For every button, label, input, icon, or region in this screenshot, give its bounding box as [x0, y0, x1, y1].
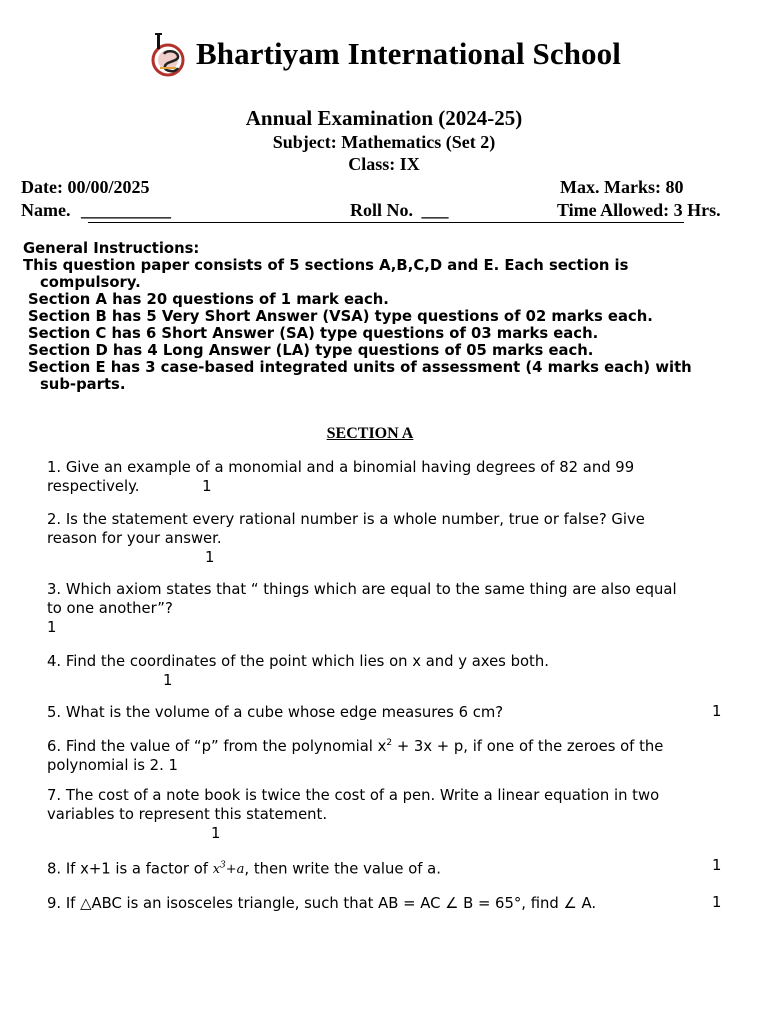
- question-9-mark: 1: [712, 894, 722, 911]
- name-label: Name.: [21, 200, 71, 220]
- roll-blank: ___: [421, 200, 449, 220]
- math-variable: x: [212, 862, 221, 878]
- section-a-title: SECTION A: [326, 425, 414, 442]
- question-7: [47, 786, 727, 843]
- question-text: 7. The cost of a note book is twice the cost of a pen. Write a linear equation in two: [47, 787, 660, 804]
- question-5: [47, 703, 727, 722]
- exponent: 2: [386, 738, 393, 748]
- exam-title: Annual Examination (2024-25): [245, 106, 523, 130]
- math-expression: [213, 862, 245, 877]
- instruction-line: Section B has 5 Very Short Answer (VSA) type questions of 02 marks each.: [28, 308, 653, 325]
- question-text: to one another”?: [47, 600, 173, 617]
- math-term: +a: [225, 862, 245, 878]
- instruction-line: Section C has 6 Short Answer (SA) type questions of 03 marks each.: [28, 325, 599, 342]
- question-9: [47, 894, 727, 913]
- question-5-mark: 1: [712, 703, 722, 720]
- school-logo: [150, 30, 186, 78]
- exam-date: Date: 00/00/2025: [21, 177, 150, 197]
- question-text: variables to represent this statement.: [47, 806, 328, 823]
- question-text: 6. Find the value of “p” from the polynomial x: [47, 737, 387, 755]
- school-name: Bhartiyam International School: [196, 36, 621, 71]
- question-text: polynomial is 2.: [47, 756, 164, 774]
- question-text: , then write the value of a.: [244, 860, 441, 878]
- question-4: [47, 652, 727, 690]
- question-8-mark: 1: [712, 857, 722, 874]
- question-text: 5. What is the volume of a cube whose edge measures 6 cm?: [47, 704, 504, 721]
- instruction-line: compulsory.: [40, 274, 141, 291]
- question-text: respectively.: [47, 478, 140, 495]
- question-mark: 1: [168, 756, 178, 774]
- question-6: [47, 734, 727, 775]
- exam-subject: Subject: Mathematics (Set 2): [272, 132, 496, 152]
- instruction-line: This question paper consists of 5 sections A,B,C,D and E. Each section is: [23, 257, 629, 274]
- instruction-line: sub-parts.: [40, 376, 126, 393]
- question-mark: 1: [205, 549, 215, 566]
- header-divider: [88, 222, 684, 223]
- question-mark: 1: [211, 825, 221, 842]
- question-text: + 3x + p, if one of the zeroes of the: [392, 737, 664, 755]
- name-field: [21, 200, 171, 221]
- exam-class: Class: IX: [348, 154, 420, 174]
- instructions-heading: General Instructions:: [23, 240, 200, 257]
- question-text: 3. Which axiom states that “ things which are equal to the same thing are also equal: [47, 581, 677, 598]
- question-text: reason for your answer.: [47, 530, 222, 547]
- question-mark: 1: [163, 672, 173, 689]
- general-instructions: [23, 240, 723, 393]
- max-marks: Max. Marks: 80: [560, 177, 684, 197]
- question-text: 4. Find the coordinates of the point which lies on x and y axes both.: [47, 653, 549, 670]
- roll-label: Roll No.: [350, 200, 413, 220]
- question-mark: 1: [202, 478, 212, 495]
- instruction-line: Section D has 4 Long Answer (LA) type questions of 05 marks each.: [28, 342, 594, 359]
- time-allowed: Time Allowed: 3 Hrs.: [557, 200, 721, 220]
- instruction-line: Section E has 3 case-based integrated units of assessment (4 marks each) with: [28, 359, 692, 376]
- question-8: [47, 857, 727, 879]
- name-blank: __________: [80, 200, 171, 220]
- roll-field: [350, 200, 449, 221]
- instruction-line: Section A has 20 questions of 1 mark each.: [28, 291, 389, 308]
- question-1: [47, 458, 727, 496]
- question-3: [47, 580, 727, 637]
- question-2: [47, 510, 727, 567]
- question-text: 1. Give an example of a monomial and a binomial having degrees of 82 and 99: [47, 459, 635, 476]
- page-header: [150, 30, 621, 78]
- question-text: 2. Is the statement every rational number is a whole number, true or false? Give: [47, 511, 645, 528]
- question-text: 8. If x+1 is a factor of: [47, 860, 213, 878]
- question-text: 9. If △ABC is an isosceles triangle, such that AB = AC ∠ B = 65°, find ∠ A.: [47, 895, 597, 912]
- exponent: 3: [220, 861, 226, 871]
- question-mark: 1: [47, 619, 57, 636]
